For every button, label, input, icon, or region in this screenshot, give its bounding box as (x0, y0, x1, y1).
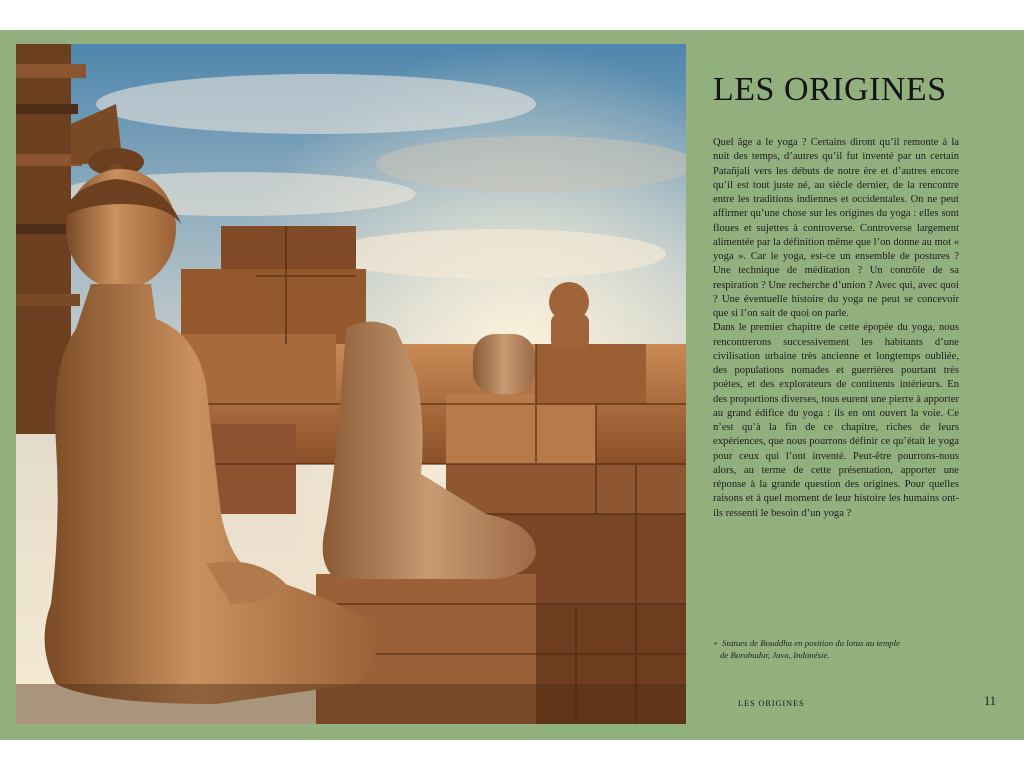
caption-marker: + (713, 638, 718, 648)
book-spread (0, 30, 1024, 740)
running-head: LES ORIGINES (738, 698, 805, 708)
caption-line-1: Statues de Bouddha en position du lotus au temple (722, 638, 901, 648)
caption-line-2: de Borobudur, Java, Indonésie. (720, 650, 830, 660)
page-title: LES ORIGINES (713, 71, 947, 108)
body-text (713, 136, 959, 521)
buddha-statues-photo (16, 44, 686, 724)
page-number: 11 (984, 694, 997, 708)
body-paragraph: Quel âge a le yoga ? Certains diront qu’il remonte à la nuit des temps, d’autres qu’il fut inventé par un certain Patañjali vers les débuts de notre ère et d’autres encore qu’il est tout juste né, au siècle dernier, de la rencontre entre les traditions indiennes et occidentales. On ne peut affirmer qu’une chose sur les origines du yoga : elles sont floues et sujettes à controverse. Controverse largement alimentée par la définition même que l’on donne au mot « yoga ». Car le yoga, est-ce un ensemble de postures ? Une technique de méditation ? Un contrôle de sa respiration ? Une recherche d’union ? Avec qui, avec quoi ? Une éventuelle histoire du yoga ne peut se concevoir que si l’on sait de quoi on parle. (713, 137, 959, 319)
photo-caption (713, 637, 943, 661)
body-paragraph: Dans le premier chapitre de cette épopée du yoga, nous rencontrerons successivement les habitants d’une civilisation urbaine très ancienne et longtemps oubliée, des populations nomades et guerrières pourtant très poètes, et des explorateurs de continents intérieurs. En des proportions diverses, tous eurent une pierre à apporter au grand édifice du yoga : ils en ont ouvert la voie. Ce n’est qu’à la fin de ce chapitre, riches de leurs expériences, que nous pourrons définir ce qu’était le yoga pour ceux qui l’ont inventé. Peut-être pourrons-nous alors, au terme de cette présentation, apporter une réponse à la grande question des origines. Pour quelles raisons et à quel moment de leur histoire les humains ont-ils ressenti le besoin d’un yoga ? (713, 322, 959, 519)
